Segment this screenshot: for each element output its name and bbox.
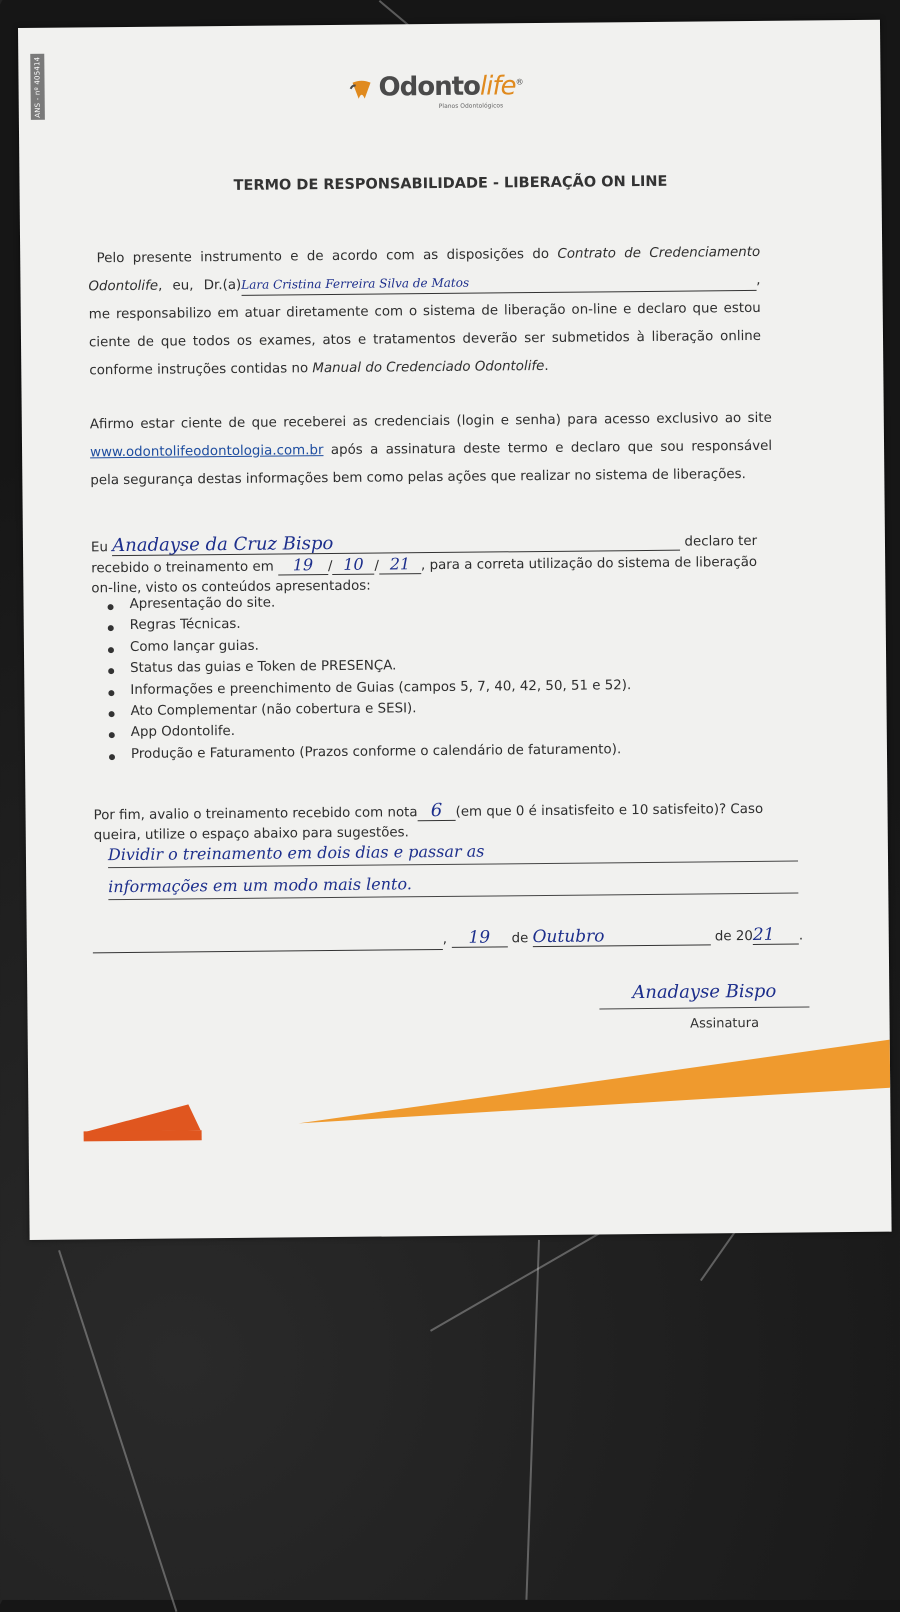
- doctor-name-field: Lara Cristina Ferreira Silva de Matos: [241, 271, 756, 296]
- suggestion-line-1: Dividir o treinamento em dois dias e passar as: [108, 839, 798, 869]
- training-topics-list: [107, 592, 632, 768]
- list-item: Status das guias e Token de PRESENÇA.: [108, 656, 631, 682]
- list-item: Produção e Faturamento (Prazos conforme o calendário de faturamento).: [109, 742, 632, 768]
- rating-score-field: 6: [417, 802, 455, 821]
- date-month-field: Outubro: [532, 926, 710, 947]
- list-item: Informações e preenchimento de Guias (campos 5, 7, 40, 42, 50, 51 e 52).: [108, 678, 631, 704]
- footer-decorative-band: [28, 1030, 891, 1148]
- document-page: [18, 20, 892, 1240]
- date-line: , 19 de Outubro de 2021 .: [93, 925, 813, 958]
- site-link[interactable]: www.odontolifeodontologia.com.br: [90, 443, 324, 461]
- declaration-paragraph: Pelo presente instrumento e de acordo com as disposições do Contrato de Credenciamento Odontolife, eu, Dr.(a)Lara Cristina Ferreira Silva de Matos , me responsabilizo em atuar diretamente com o sistema de liberação on-line e declaro que estou ciente de que todos os exames, atos e tratamentos deverão ser submetidos à liberação online conforme instruções contidas no Manual do Credenciado Odontolife.: [88, 244, 762, 379]
- list-item: Regras Técnicas.: [108, 614, 631, 640]
- training-day-field: 19: [278, 556, 328, 575]
- credentials-paragraph: Afirmo estar ciente de que receberei as credenciais (login e senha) para acesso exclusivo ao site www.odontolifeodontologia.com.br após a assinatura deste termo e declaro que sou responsável pela segurança destas informações bem como pelas ações que realizar no sistema de liberações.: [89, 410, 773, 489]
- logo-wordmark: Odontolife®: [378, 71, 523, 103]
- date-year-field: 21: [753, 926, 799, 945]
- date-day-field: 19: [451, 928, 507, 948]
- signature-label: Assinatura: [690, 1015, 760, 1032]
- rating-statement: Por fim, avalio o treinamento recebido com nota 6 (em que 0 é insatisfeito e 10 satisfeito)? Caso queira, utilize o espaço abaixo para sugestões.: [93, 799, 764, 844]
- training-month-field: 10: [332, 556, 374, 575]
- logo-tooth-icon: [348, 77, 374, 103]
- logo-tagline: Planos Odontológicos: [438, 102, 504, 110]
- training-year-field: 21: [379, 555, 421, 574]
- list-item: Ato Complementar (não cobertura e SESI).: [108, 699, 631, 725]
- document-title: TERMO DE RESPONSABILIDADE - LIBERAÇÃO ON LINE: [233, 173, 668, 194]
- signature-field: Anadayse Bispo: [599, 980, 809, 1009]
- signature-block: [599, 980, 809, 1032]
- list-item: App Odontolife.: [109, 720, 632, 746]
- odontolife-logo: [348, 71, 548, 123]
- training-statement: Eu Anadayse da Cruz Bispo declaro ter recebido o treinamento em 19 / 10 / 21 , para a correta utilização do sistema de liberação on-line, visto os conteúdos apresentados:: [90, 532, 758, 597]
- ans-registration-label: ANS - nº 405414: [30, 54, 45, 120]
- list-item: Como lançar guias.: [108, 635, 631, 661]
- suggestion-line-2: informações em um modo mais lento.: [108, 871, 798, 901]
- place-field: [93, 931, 443, 953]
- marble-vein: [58, 1250, 177, 1612]
- marble-vein: [525, 1240, 540, 1600]
- list-item: Apresentação do site.: [107, 592, 630, 618]
- trainee-name-field: Anadayse da Cruz Bispo: [112, 532, 680, 556]
- marble-vein: [430, 1220, 622, 1332]
